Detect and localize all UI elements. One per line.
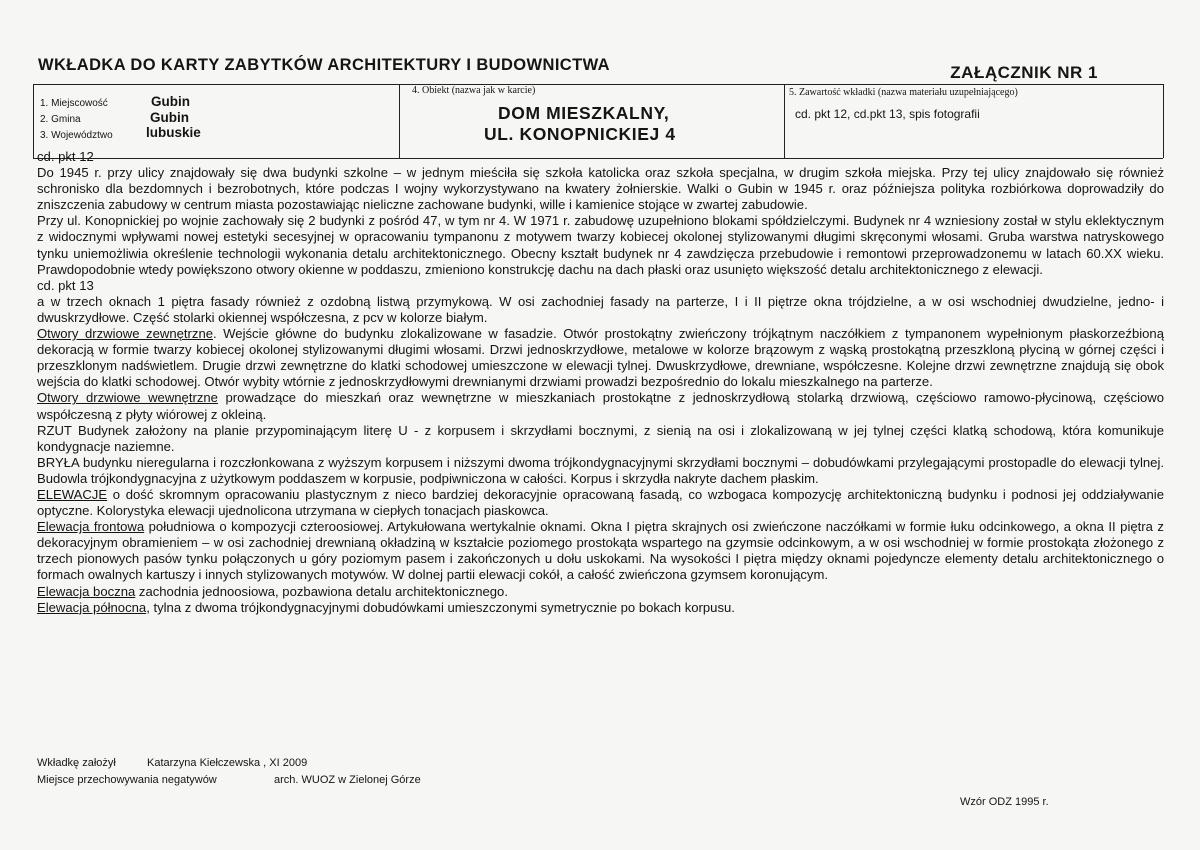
windows-paragraph: a w trzech oknach 1 piętra fasady również z ozdobną listwą przymykową. W osi zachodniej fasady na parterze, I i II piętrze okna trójdzielne, a w osi wschodniej dwudzielne, jedno- i dwuskrzydłowe. Część stolarki okiennej współczesna, z pcv w kolorze białym.	[37, 293, 1164, 325]
voivodeship-value: lubuskie	[146, 125, 201, 140]
commune-value: Gubin	[150, 110, 189, 125]
storage-value: arch. WUOZ w Zielonej Górze	[274, 774, 421, 786]
external-doors-heading: Otwory drzwiowe zewnętrzne	[37, 326, 214, 342]
elevations-paragraph	[37, 487, 1164, 519]
author-label: Wkładkę założył	[37, 757, 116, 769]
form-title: WKŁADKA DO KARTY ZABYTKÓW ARCHITEKTURY I BUDOWNICTWA	[38, 56, 610, 74]
front-elevation-text: południowa o kompozycji czteroosiowej. Artykułowana wertykalnie oknami. Okna I piętra skrajnych osi zwieńczone naczółkami w formie łuku odcinkowego, a okna II piętra z dekoracyjnym obramieniem – w osi zachodniej drewnianą okładziną w kształcie poziomego prostokąta wspartego na gzymsie odcinkowym, a w osi wschodniej w formie prostokąta złożonego z trzech pionowych pasów tynku połączonych u góry poziomym pasem i zakończonych u dołu uskokami. Na wysokości I piętra między oknami pojedyncze elementy detalu architektonicznego o formach owalnych kartuszy i innych stylizowanych motywów. W dolnej partii elewacji cokół, a całość zwieńczona gzymsem koronującym.	[37, 519, 1164, 583]
internal-doors-paragraph	[37, 390, 1164, 422]
header-top-border	[33, 84, 1163, 85]
building-paragraph: Przy ul. Konopnickiej po wojnie zachowały się 2 budynki z pośród 47, w tym nr 4. W 1971 r. zabudowę uzupełniono blokami spółdzielczymi. Budynek nr 4 wzniesiony został w stylu eklektycznym z widocznymi wpływami nowej estetyki secesyjnej w opracowaniu tympanonu z motywem twarzy kobiecej okolonej stylizowanymi długimi skręconymi włosami. Gruba warstwa natryskowego tynku uniemożliwia określenie technologii wykonania detalu architektonicznego. Obecny kształt budynek nr 4 zawdzięcza przebudowie i remontowi przeprowadzonemu w latach 60.XX wieku. Prawdopodobnie wtedy powiększono otwory okienne w poddaszu, zmieniono konstrukcję dachu na dach płaski oraz usunięto większość detalu architektonicznego z elewacji.	[37, 213, 1164, 277]
header-divider-1	[399, 84, 400, 158]
voivodeship-label: 3. Województwo	[40, 130, 113, 141]
north-elevation-text: , tylna z dwoma trójkondygnacyjnymi dobudówkami umieszczonymi symetrycznie po bokach korpusu.	[146, 599, 735, 615]
massing-paragraph: BRYŁA budynku nieregularna i rozczłonkowana z wyższym korpusem i niższymi dwoma trójkondygnacyjnymi skrzydłami bocznymi – dobudówkami przylegającymi prostopadle do elewacji tylnej. Budowla trójkondygnacyjna z użytkowym poddaszem w korpusie, podpiwniczona w całości. Korpus i skrzydła nakryte dachem płaskim.	[37, 454, 1164, 486]
section-label-pkt13: cd. pkt 13	[37, 277, 94, 293]
contents-label: 5. Zawartość wkładki (nazwa materiału uzupełniającego)	[789, 87, 1018, 98]
external-doors-paragraph	[37, 326, 1164, 390]
town-label: 1. Miejscowość	[40, 98, 108, 109]
contents-value: cd. pkt 12, cd.pkt 13, spis fotografii	[795, 107, 980, 121]
town-value: Gubin	[151, 94, 190, 109]
header-divider-2	[784, 84, 785, 158]
history-paragraph: Do 1945 r. przy ulicy znajdowały się dwa budynki szkolne – w jednym mieściła się szkoła katolicka oraz szkoła specjalna, w drugim szkoła miejska. Przy tej ulicy znajdowało się również schronisko dla bezdomnych i bezrobotnych, które podczas I wojny wykorzystywano na kwatery żołnierskie. Walki o Gubin w 1945 r. oraz późniejsza polityka rozbiórkowa doprowadziły do zniszczenia zabudowy w centrum miasta pozostawiając nieliczne zachowane budynki, wille i kamienice stojące w zwartej zabudowie.	[37, 165, 1164, 213]
header-left-border	[33, 84, 34, 158]
front-elevation-paragraph	[37, 519, 1164, 583]
front-elevation-heading: Elewacja frontowa	[37, 519, 145, 535]
object-label: 4. Obiekt (nazwa jak w karcie)	[412, 85, 536, 96]
form-version: Wzór ODZ 1995 r.	[960, 796, 1049, 808]
side-elevation-text: zachodnia jednoosiowa, pozbawiona detalu architektonicznego.	[135, 583, 508, 599]
annex-number: ZAŁĄCZNIK NR 1	[950, 63, 1098, 82]
object-name-line1: DOM MIESZKALNY,	[498, 103, 670, 123]
internal-doors-heading: Otwory drzwiowe wewnętrzne	[37, 390, 218, 406]
storage-label: Miejsce przechowywania negatywów	[37, 774, 217, 786]
document-body	[37, 149, 1164, 616]
plan-paragraph: RZUT Budynek założony na planie przypominającym literę U - z korpusem i skrzydłami bocznymi, z sienią na osi i zlokalizowaną w jej tylnej części klatką schodową, która komunikuje kondygnacje naziemne.	[37, 422, 1164, 454]
section-label-pkt12: cd. pkt 12	[37, 149, 94, 164]
internal-doors-text: prowadzące do mieszkań oraz wewnętrzne w mieszkaniach prostokątne z jednoskrzydłową stolarką drzwiową, częściowo ramowo-płycinową, częściowo współczesną z płyty wiórowej z okleiną.	[37, 390, 1165, 422]
north-elevation-heading: Elewacja północna	[37, 599, 147, 615]
side-elevation-heading: Elewacja boczna	[37, 583, 136, 599]
elevations-heading: ELEWACJE	[37, 486, 108, 502]
author-value: Katarzyna Kiełczewska , XI 2009	[147, 757, 308, 769]
external-doors-text: . Wejście główne do budynku zlokalizowane w fasadzie. Otwór prostokątny zwieńczony trójkątnym naczółkiem z tympanonem wypełnionym płaskorzeźbioną dekoracją w formie twarzy kobiecej okolonej stylizowanymi długimi włosami. Drzwi jednoskrzydłowe, metalowe w kolorze brązowym z wąską prostokątną przeszkloną płyciną w górnej części i przeszklonym nadświetlem. Drugie drzwi zewnętrzne do klatki schodowej umieszczone w elewacji tylnej. Dwuskrzydłowe, drewniane, współczesne. Kolejne drzwi zewnętrzne znajdują się obok wejścia do klatki schodowej. Otwór wybity wtórnie z jednoskrzydłowymi drewnianymi drzwiami prowadzi bezpośrednio do lokalu mieszkalnego na parterze.	[37, 326, 1164, 390]
header-right-border	[1163, 84, 1164, 158]
north-elevation-paragraph	[37, 600, 1164, 616]
commune-label: 2. Gmina	[40, 114, 81, 125]
object-name-line2: UL. KONOPNICKIEJ 4	[484, 124, 676, 144]
elevations-text: o dość skromnym opracowaniu plastycznym z nieco bardziej dekoracyjnie opracowaną fasadą, co wzbogaca kompozycję architektoniczną budynku i podnosi jej oddziaływanie optyczne. Kolorystyka elewacji ujednolicona utrzymana w ciepłych tonacjach piaskowca.	[37, 486, 1164, 519]
side-elevation-paragraph	[37, 584, 1164, 600]
